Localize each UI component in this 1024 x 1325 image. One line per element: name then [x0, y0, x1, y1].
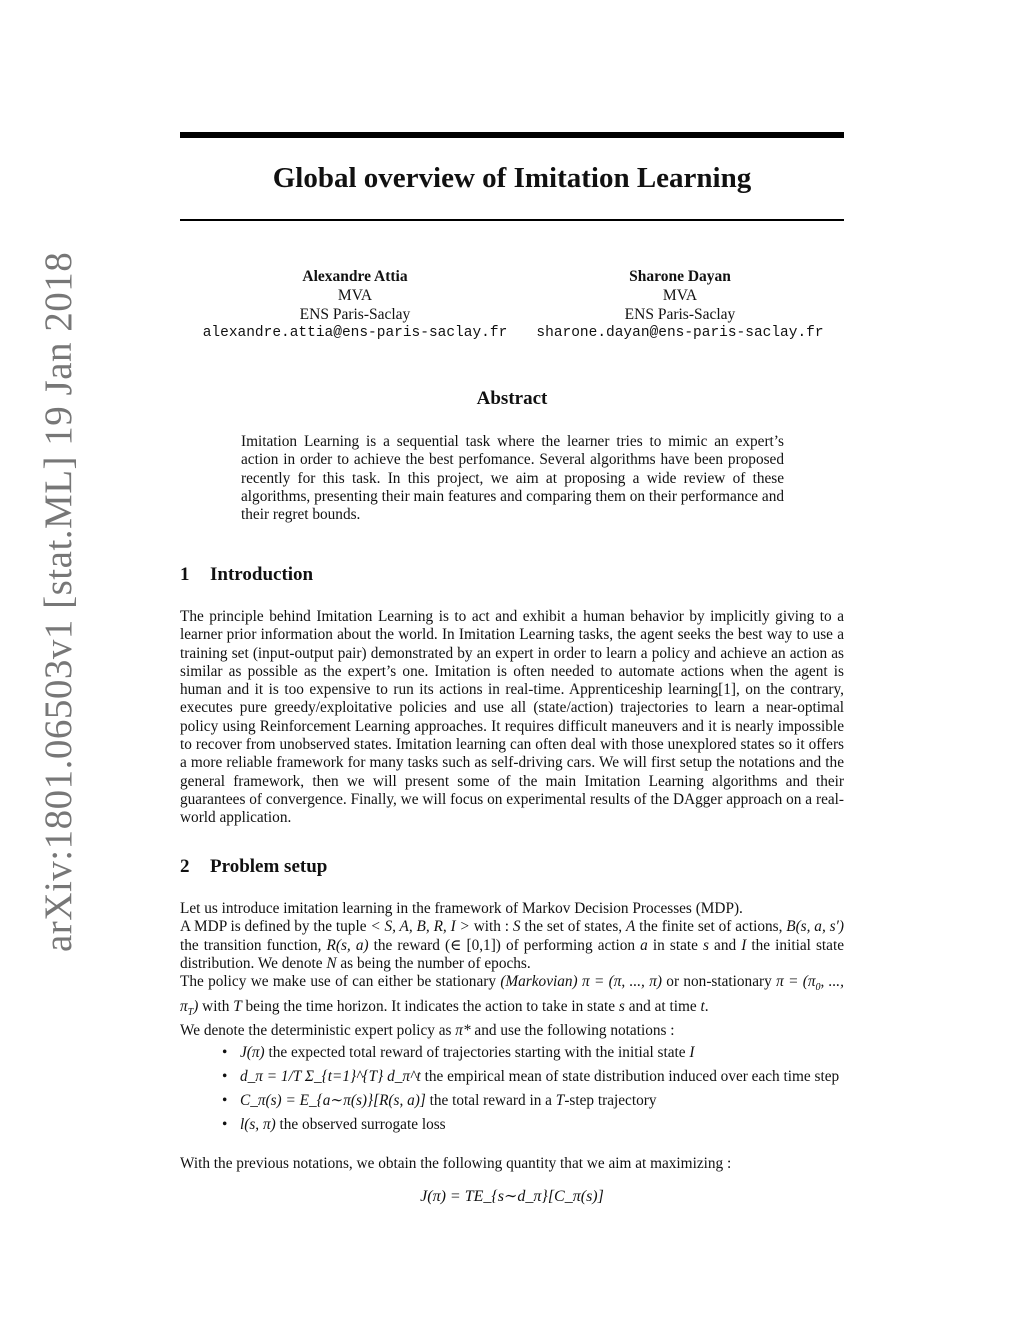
- title-rule-top: [180, 132, 844, 138]
- bullet-icon: •: [222, 1116, 228, 1133]
- abstract-text: Imitation Learning is a sequential task where the learner tries to mimic an expert’s action in order to achieve the best perfomance. Several algorithms have been proposed recently for this task. In this project, we aim at proposing a wide review of these algorithms, presenting their main features and comparing them on their performance and their regret bounds.: [241, 433, 784, 524]
- author-block-1: [190, 267, 520, 343]
- introduction-paragraph: The principle behind Imitation Learning is to act and exhibit a human behavior by implicitly giving to a learner prior information about the world. In Imitation Learning tasks, the agent seeks the best way to use a training set (input-output pair) demonstrated by an expert in order to learn a policy and achieve an action as similar as possible as the expert’s one. Imitation is often needed to automate actions when the agent is human and it is too expensive to run its actions in real-time. Apprenticeship learning[1], on the contrary, executes pure greedy/exploitative policies and use all (state/action) trajectories to learn a near-optimal policy using Reinforcement Learning approaches. It requires difficult maneuvers and it is nearly impossible to recover from unobserved states. Imitation learning can often deal with those unexplored states so it offers a more reliable framework for many tasks such as self-driving cars. We will first setup the notations and the general framework, then we will present some of the main Imitation Learning algorithms and their guarantees of convergence. Finally, we will focus on experimental results of the DAgger approach on a real-world application.: [180, 608, 844, 827]
- author-affiliation: ENS Paris-Saclay: [624, 306, 736, 323]
- section-title: Problem setup: [210, 856, 328, 877]
- author-name: Alexandre Attia: [302, 268, 408, 285]
- author-dept: MVA: [337, 287, 373, 304]
- problem-setup-paragraph: [180, 900, 844, 1040]
- closing-paragraph: With the previous notations, we obtain the following quantity that we aim at maximizing :: [180, 1155, 732, 1172]
- author-name: Sharone Dayan: [629, 268, 731, 285]
- paper-title: Global overview of Imitation Learning: [272, 162, 752, 194]
- bullet-icon: •: [222, 1092, 228, 1109]
- policy-definition: The policy we make use of can either be stationary (Markovian) π = (π, ..., π) or non-stationary $\pi = (\pi_0$, ..., $\pi_T$) with T being the time horizon. It indicates the action to take in state s and at time t.: [180, 973, 844, 1018]
- objective-equation: J(π) = TE_{s∼d_π}[C_π(s)]: [420, 1188, 604, 1205]
- section-number: 1: [180, 564, 190, 585]
- section-title: Introduction: [210, 564, 314, 585]
- title-rule-bottom: [180, 219, 844, 221]
- mdp-intro-line: Let us introduce imitation learning in the framework of Markov Decision Processes (MDP).: [180, 900, 743, 917]
- notation-item: • l(s, π) the observed surrogate loss: [222, 1116, 446, 1133]
- section-number: 2: [180, 856, 190, 877]
- section-heading-introduction: [180, 564, 313, 586]
- expert-policy-line: We denote the deterministic expert policy as π* and use the following notations :: [180, 1021, 675, 1039]
- bullet-icon: •: [222, 1044, 228, 1061]
- author-affiliation: ENS Paris-Saclay: [299, 306, 411, 323]
- author-email[interactable]: sharone.dayan@ens-paris-saclay.fr: [536, 325, 824, 341]
- notation-item: • J(π) the expected total reward of trajectories starting with the initial state I: [222, 1044, 695, 1061]
- abstract-heading: Abstract: [476, 388, 548, 409]
- author-dept: MVA: [662, 287, 698, 304]
- mdp-definition: A MDP is defined by the tuple < S, A, B, R, I > with : S the set of states, A the finite set of actions, B(s, a, s′) the transition function, R(s, a) the reward (∈ [0,1]) of performing action a in state s and I the initial state distribution. We denote N as being the number of epochs.: [180, 918, 845, 972]
- bullet-icon: •: [222, 1068, 228, 1085]
- arxiv-watermark: arXiv:1801.06503v1 [stat.ML] 19 Jan 2018: [37, 251, 80, 952]
- notation-item: • C_π(s) = E_{a∼π(s)}[R(s, a)] the total reward in a T-step trajectory: [222, 1092, 657, 1109]
- notation-item: • d_π = 1/T Σ_{t=1}^{T} d_π^t the empirical mean of state distribution induced over each time step: [222, 1068, 840, 1085]
- author-block-2: [520, 267, 840, 343]
- author-email[interactable]: alexandre.attia@ens-paris-saclay.fr: [202, 325, 508, 341]
- notation-list: [222, 1043, 842, 1139]
- section-heading-problem-setup: [180, 856, 327, 878]
